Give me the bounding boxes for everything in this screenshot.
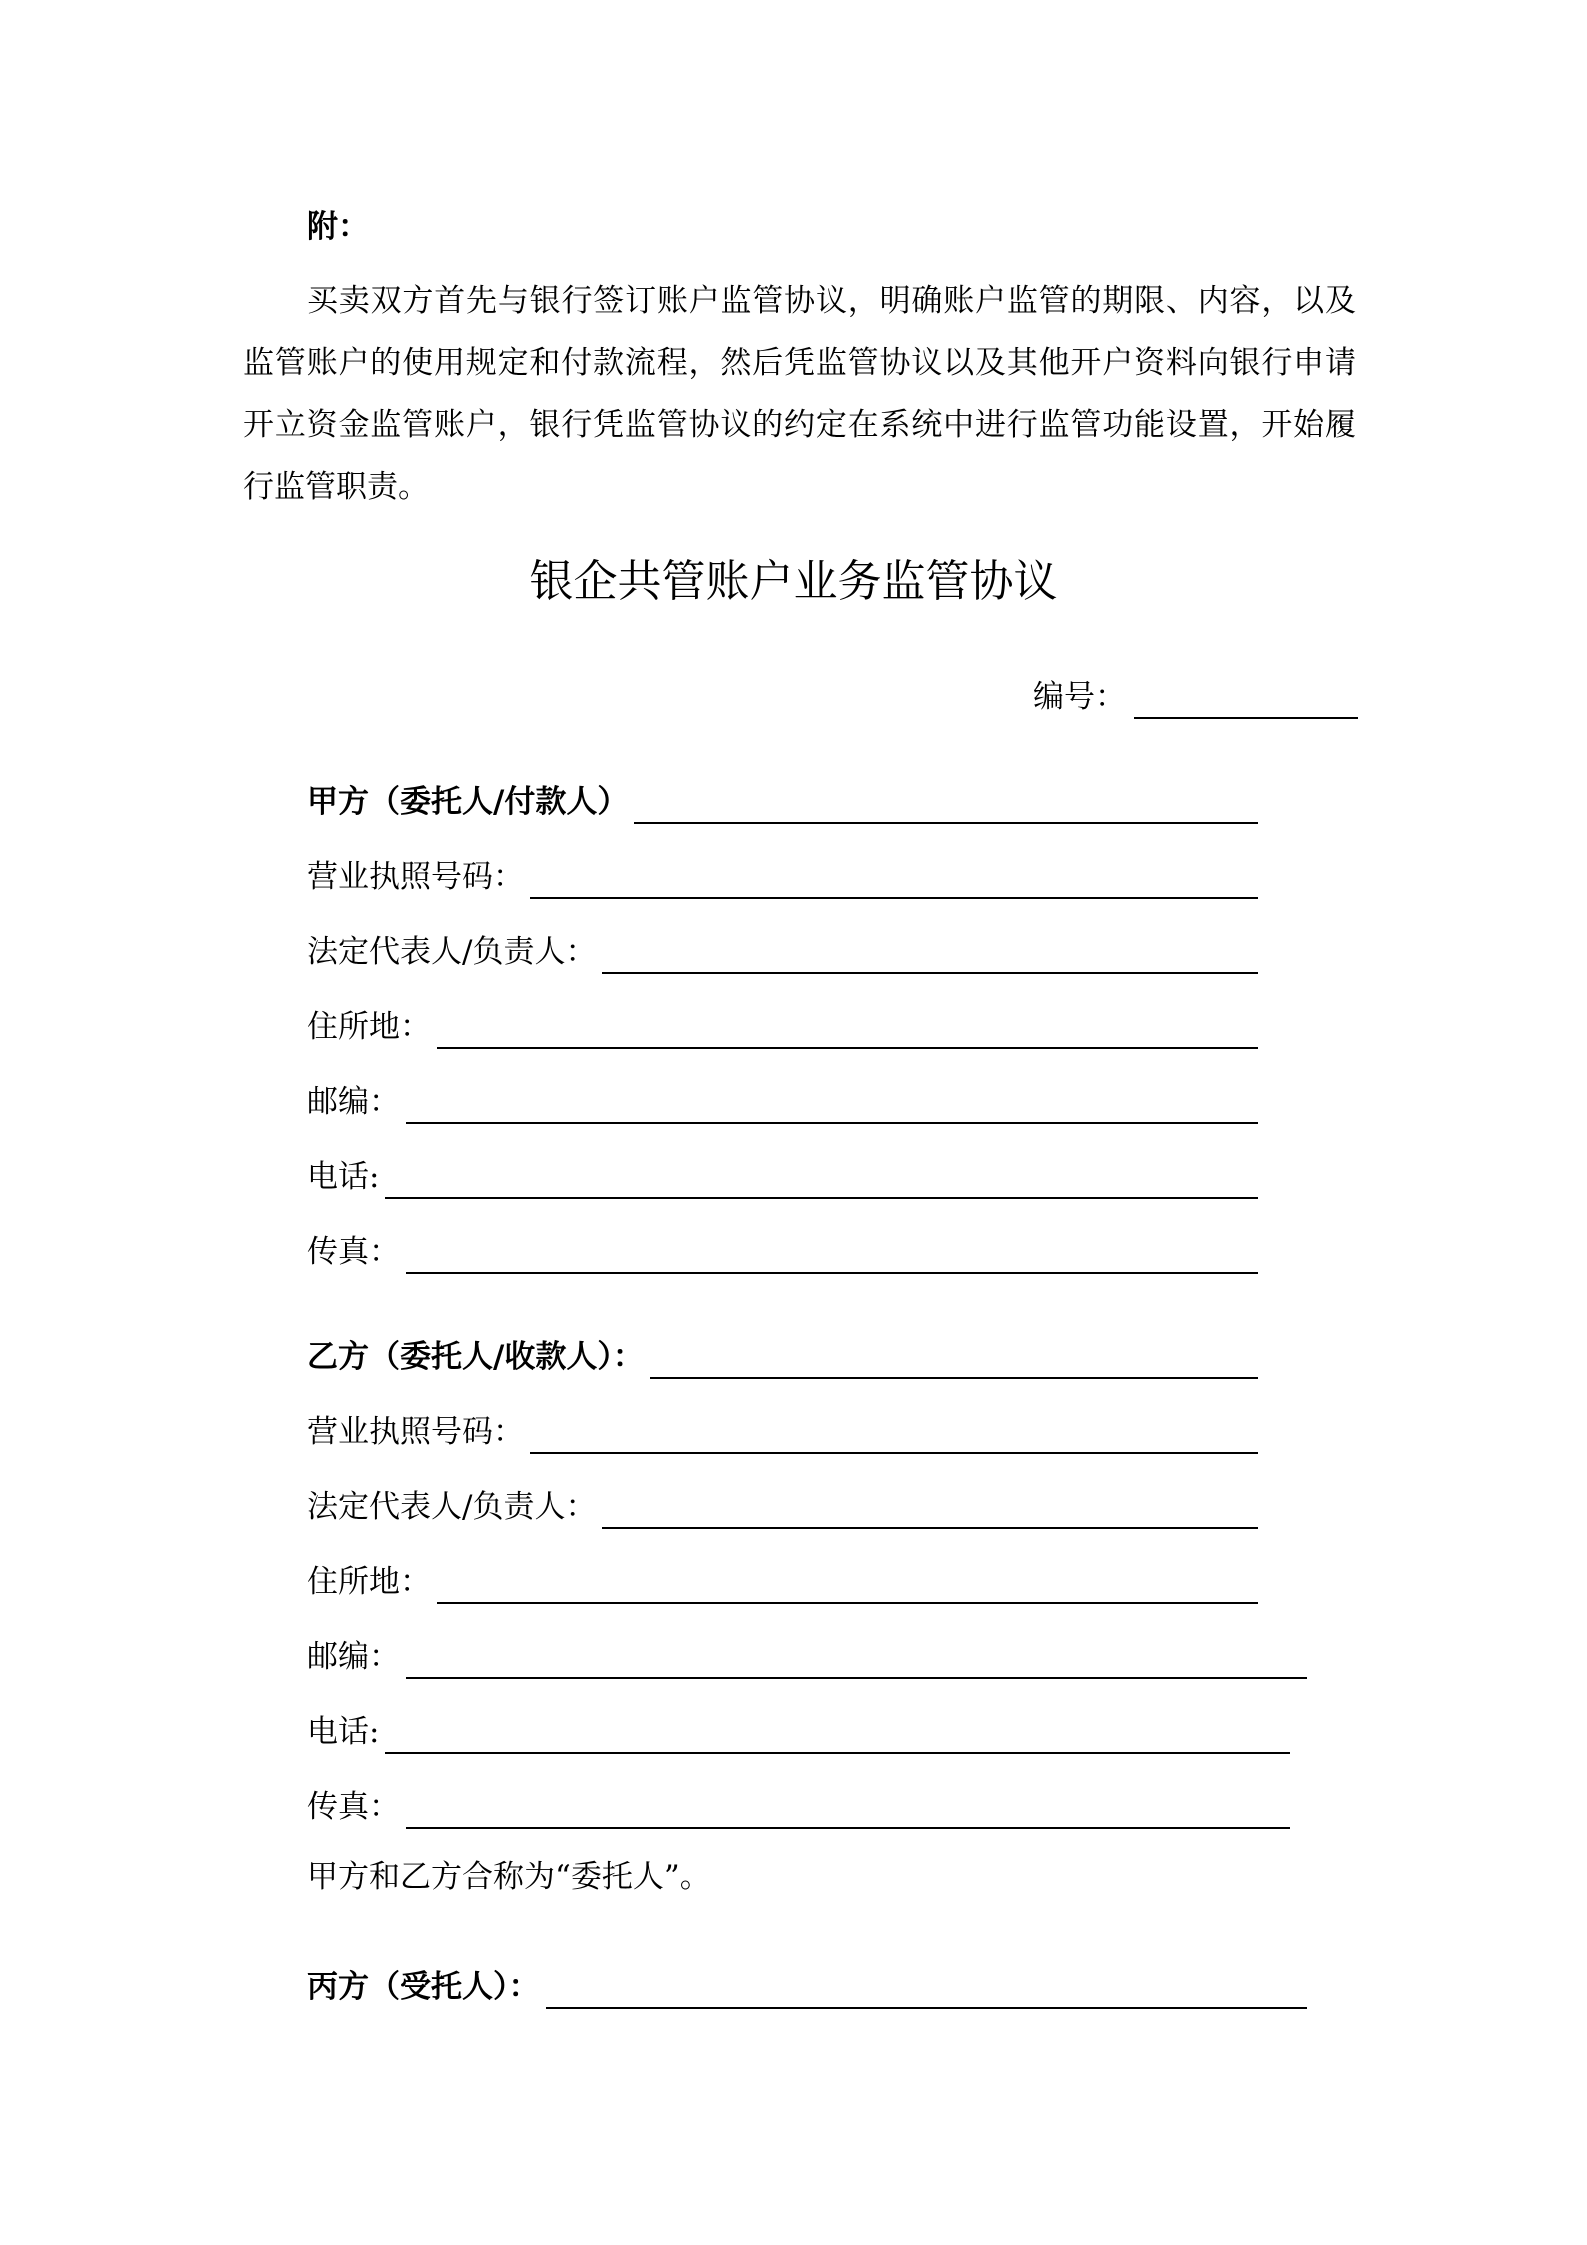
party-a-heading: 甲方（委托人/付款人） [307,784,629,820]
appendix-heading: 附： [307,209,369,245]
party-b-license-blank [530,1420,1258,1454]
party-c-heading-row [307,1965,1307,2009]
party-a-phone-blank [385,1165,1258,1199]
party-b-fax-blank [406,1795,1290,1829]
party-b-phone-label: 电话: [307,1714,380,1750]
party-a-representative-row [307,930,1258,974]
party-a-fax-blank [406,1240,1258,1274]
party-b-address-row [307,1560,1258,1604]
party-a-address-blank [437,1015,1258,1049]
party-a-address-row [307,1005,1258,1049]
party-a-license-row [307,855,1258,899]
party-a-heading-row [307,780,1258,824]
party-c-heading: 丙方（受托人）： [307,1969,540,2005]
agreement-number-row [1033,675,1358,719]
party-b-fax-label: 传真： [307,1789,400,1825]
party-a-license-label: 营业执照号码： [307,859,524,895]
party-b-phone-blank [385,1720,1290,1754]
party-a-postcode-row [307,1080,1258,1124]
party-a-representative-blank [602,940,1258,974]
party-a-phone-row [307,1155,1258,1199]
appendix-paragraph: 买卖双方首先与银行签订账户监管协议，明确账户监管的期限、内容，以及监管账户的使用规定和付款流程，然后凭监管协议以及其他开户资料向银行申请开立资金监管账户，银行凭监管协议的约定在系统中进行监管功能设置，开始履行监管职责。 [243,283,1356,505]
party-a-fax-row [307,1230,1258,1274]
party-b-license-label: 营业执照号码： [307,1414,524,1450]
party-b-phone-row [307,1710,1290,1754]
party-a-address-label: 住所地： [307,1009,431,1045]
joint-name-note: 甲方和乙方合称为“委托人”。 [307,1859,711,1895]
party-c-name-blank [546,1975,1308,2009]
party-b-heading: 乙方（委托人/收款人）： [307,1339,644,1375]
party-b-postcode-label: 邮编： [307,1639,400,1675]
party-b-postcode-row [307,1635,1307,1679]
party-a-postcode-label: 邮编： [307,1084,400,1120]
party-a-representative-label: 法定代表人/负责人： [307,934,597,970]
party-a-license-blank [530,865,1258,899]
party-b-representative-label: 法定代表人/负责人： [307,1489,597,1525]
party-b-name-blank [650,1345,1258,1379]
agreement-title: 银企共管账户业务监管协议 [529,556,1058,607]
agreement-number-blank [1134,685,1358,719]
agreement-number-label: 编号： [1033,679,1126,715]
party-b-address-label: 住所地： [307,1564,431,1600]
party-a-name-blank [634,790,1258,824]
party-a-fax-label: 传真： [307,1234,400,1270]
party-a-phone-label: 电话: [307,1159,380,1195]
party-b-representative-blank [602,1495,1258,1529]
party-b-address-blank [437,1570,1258,1604]
party-b-license-row [307,1410,1258,1454]
party-b-representative-row [307,1485,1258,1529]
party-b-heading-row [307,1335,1258,1379]
party-b-fax-row [307,1785,1290,1829]
party-b-postcode-blank [406,1645,1307,1679]
party-a-postcode-blank [406,1090,1258,1124]
